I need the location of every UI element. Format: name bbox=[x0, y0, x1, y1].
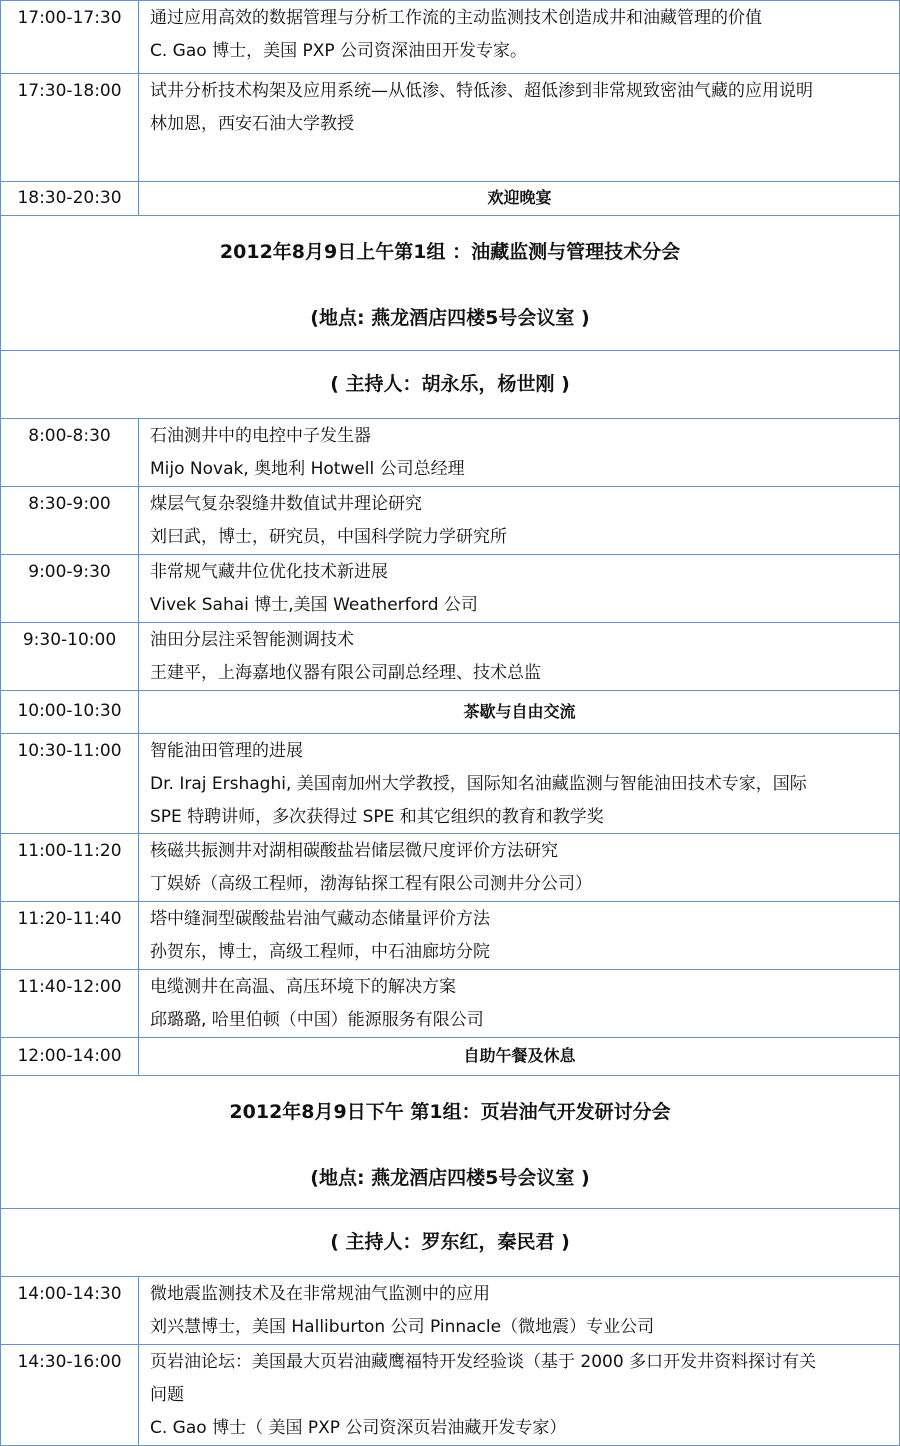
session-row bbox=[0, 73, 900, 181]
talk-title: 通过应用高效的数据管理与分析工作流的主动监测技术创造成井和油藏管理的价值 bbox=[150, 8, 762, 28]
speaker-info: 王建平，上海嘉地仪器有限公司副总经理、技术总监 bbox=[150, 663, 541, 683]
row-divider bbox=[0, 0, 900, 1]
session-host: ( 主持人：胡永乐，杨世刚 ) bbox=[330, 373, 570, 395]
time-slot: 11:40-12:00 bbox=[17, 977, 122, 997]
speaker-info: 刘兴慧博士，美国 Halliburton 公司 Pinnacle（微地震）专业公司 bbox=[150, 1317, 655, 1337]
break-row bbox=[0, 1037, 900, 1075]
time-slot: 10:30-11:00 bbox=[17, 741, 122, 761]
speaker-info: C. Gao 博士（ 美国 PXP 公司资深页岩油藏开发专家） bbox=[150, 1418, 567, 1438]
talk-title: 试井分析技术构架及应用系统—从低渗、特低渗、超低渗到非常规致密油气藏的应用说明 bbox=[150, 81, 813, 101]
row-divider bbox=[0, 1276, 900, 1277]
time-slot: 17:00-17:30 bbox=[17, 8, 122, 28]
session-row bbox=[0, 418, 900, 486]
row-divider bbox=[0, 554, 900, 555]
speaker-info: Vivek Sahai 博士,美国 Weatherford 公司 bbox=[150, 595, 478, 615]
row-divider bbox=[0, 733, 900, 734]
speaker-info: 孙贺东，博士，高级工程师，中石油廊坊分院 bbox=[150, 942, 490, 962]
talk-title: 微地震监测技术及在非常规油气监测中的应用 bbox=[150, 1284, 490, 1304]
speaker-info: Mijo Novak, 奥地利 Hotwell 公司总经理 bbox=[150, 459, 465, 479]
speaker-info: 邱璐璐, 哈里伯顿（中国）能源服务有限公司 bbox=[150, 1010, 484, 1030]
speaker-info: 刘曰武，博士，研究员，中国科学院力学研究所 bbox=[150, 527, 507, 547]
row-divider bbox=[0, 1075, 900, 1076]
row-divider bbox=[0, 418, 900, 419]
session-row bbox=[0, 1276, 900, 1344]
speaker-info: 林加恩，西安石油大学教授 bbox=[150, 114, 354, 134]
talk-title: 智能油田管理的进展 bbox=[150, 741, 303, 761]
row-divider bbox=[0, 901, 900, 902]
session-location: (地点: 燕龙酒店四楼5号会议室 ) bbox=[310, 1167, 590, 1189]
break-label: 欢迎晚宴 bbox=[487, 188, 552, 207]
row-divider bbox=[0, 486, 900, 487]
session-row bbox=[0, 733, 900, 833]
row-divider bbox=[0, 73, 900, 74]
talk-title: 非常规气藏井位优化技术新进展 bbox=[150, 562, 388, 582]
session-row bbox=[0, 969, 900, 1037]
session-title: 2012年8月9日下午 第1组：页岩油气开发研讨分会 bbox=[229, 1101, 671, 1123]
break-row bbox=[0, 690, 900, 733]
talk-title: 石油测井中的电控中子发生器 bbox=[150, 426, 371, 446]
time-slot: 11:00-11:20 bbox=[17, 841, 122, 861]
section-header-row bbox=[0, 215, 900, 350]
time-slot: 18:30-20:30 bbox=[17, 188, 122, 208]
talk-title: 煤层气复杂裂缝井数值试井理论研究 bbox=[150, 494, 422, 514]
time-slot: 9:00-9:30 bbox=[28, 562, 111, 582]
speaker-info: SPE 特聘讲师，多次获得过 SPE 和其它组织的教育和教学奖 bbox=[150, 807, 604, 827]
time-slot: 10:00-10:30 bbox=[17, 701, 122, 721]
talk-title: 塔中缝洞型碳酸盐岩油气藏动态储量评价方法 bbox=[150, 909, 490, 929]
time-slot: 8:30-9:00 bbox=[28, 494, 111, 514]
time-slot: 12:00-14:00 bbox=[17, 1046, 122, 1066]
session-row bbox=[0, 622, 900, 690]
session-row bbox=[0, 833, 900, 901]
session-row bbox=[0, 901, 900, 969]
break-label: 茶歇与自由交流 bbox=[463, 702, 576, 721]
talk-title: 油田分层注采智能测调技术 bbox=[150, 630, 354, 650]
session-row bbox=[0, 554, 900, 622]
session-title: 2012年8月9日上午第1组 ：油藏监测与管理技术分会 bbox=[219, 241, 681, 263]
talk-title: 页岩油论坛：美国最大页岩油藏鹰福特开发经验谈（基于 2000 多口开发井资料探讨有关 bbox=[150, 1352, 817, 1372]
break-row bbox=[0, 181, 900, 215]
speaker-info: 丁娱娇（高级工程师，渤海钻探工程有限公司测井分公司） bbox=[150, 874, 592, 894]
speaker-info: Dr. Iraj Ershaghi, 美国南加州大学教授，国际知名油藏监测与智能油田技术专家，国际 bbox=[150, 774, 807, 794]
break-label: 自助午餐及休息 bbox=[463, 1046, 576, 1065]
host-row bbox=[0, 1208, 900, 1276]
time-slot: 11:20-11:40 bbox=[17, 909, 122, 929]
time-slot: 14:00-14:30 bbox=[17, 1284, 122, 1304]
session-host: ( 主持人：罗东红，秦民君 ) bbox=[330, 1231, 570, 1253]
time-slot: 17:30-18:00 bbox=[17, 81, 122, 101]
session-row bbox=[0, 486, 900, 554]
speaker-info: 问题 bbox=[150, 1385, 184, 1405]
speaker-info: C. Gao 博士，美国 PXP 公司资深油田开发专家。 bbox=[150, 41, 528, 61]
session-location: (地点: 燕龙酒店四楼5号会议室 ) bbox=[310, 307, 590, 329]
time-slot: 14:30-16:00 bbox=[17, 1352, 122, 1372]
time-slot: 9:30-10:00 bbox=[22, 630, 117, 650]
talk-title: 核磁共振测井对湖相碳酸盐岩储层微尺度评价方法研究 bbox=[150, 841, 558, 861]
host-row bbox=[0, 350, 900, 418]
time-slot: 8:00-8:30 bbox=[28, 426, 111, 446]
session-row bbox=[0, 0, 900, 73]
session-row bbox=[0, 1344, 900, 1446]
row-divider bbox=[0, 215, 900, 216]
row-divider bbox=[0, 969, 900, 970]
row-divider bbox=[0, 1344, 900, 1345]
section-header-row bbox=[0, 1075, 900, 1208]
row-divider bbox=[0, 622, 900, 623]
talk-title: 电缆测井在高温、高压环境下的解决方案 bbox=[150, 977, 456, 997]
row-divider bbox=[0, 833, 900, 834]
